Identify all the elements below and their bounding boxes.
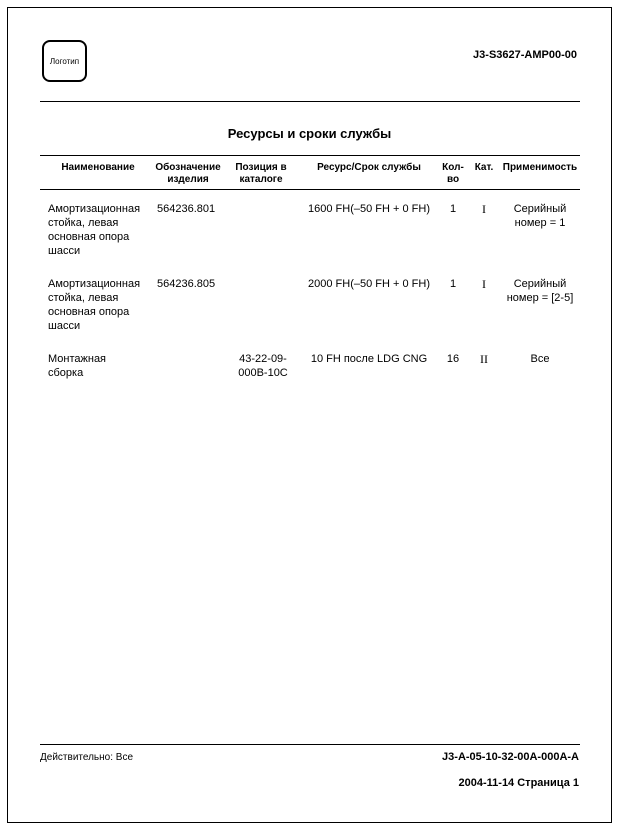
- row1-category: I: [482, 202, 486, 216]
- row1-resource: 1600 FH(–50 FH + 0 FH): [308, 203, 430, 215]
- row1-applicability: Серийный номер = 1: [513, 203, 567, 229]
- row2-category: I: [482, 277, 486, 291]
- table-top-rule: [40, 155, 580, 156]
- document-id: J3-S3627-AMP00-00: [473, 49, 577, 61]
- row3-category: II: [480, 352, 488, 366]
- row1-designation: 564236.801: [157, 203, 216, 215]
- column-header-resource: Ресурс/Срок службы: [317, 162, 421, 173]
- footer-date-page: 2004-11-14 Страница 1: [458, 777, 579, 789]
- table-header-rule: [40, 189, 580, 190]
- row1-name: Амортизационная стойка, левая основная опора шасси: [48, 203, 141, 257]
- logo-text: Логотип: [49, 56, 80, 66]
- row2-qty: 1: [449, 278, 457, 290]
- column-header-category: Кат.: [474, 162, 494, 173]
- column-header-applicability: Применимость: [502, 162, 578, 173]
- page-title: Ресурсы и сроки службы: [227, 126, 392, 141]
- column-header-name: Наименование: [61, 162, 135, 173]
- row2-designation: 564236.805: [157, 278, 216, 290]
- column-header-qty: Кол-во: [442, 162, 464, 185]
- row3-qty: 16: [446, 353, 460, 365]
- column-header-catalog: Позиция в каталоге: [235, 162, 287, 185]
- row3-name: Монтажная сборка: [48, 353, 107, 379]
- row1-qty: 1: [449, 203, 457, 215]
- footer-doc-code: J3-A-05-10-32-00A-000A-A: [442, 751, 579, 763]
- row2-resource: 2000 FH(–50 FH + 0 FH): [308, 278, 430, 290]
- row2-name: Амортизационная стойка, левая основная опора шасси: [48, 278, 141, 332]
- row3-resource: 10 FH после LDG CNG: [310, 353, 428, 365]
- footer-validity: Действительно: Все: [40, 752, 134, 763]
- row3-catalog: 43-22-09-000B-10C: [238, 353, 288, 379]
- row2-applicability: Серийный номер = [2-5]: [506, 278, 574, 304]
- logo-placeholder: [42, 40, 87, 82]
- footer-divider: [40, 744, 580, 745]
- row3-applicability: Все: [530, 353, 550, 365]
- header-divider: [40, 101, 580, 102]
- column-header-designation: Обозначение изделия: [155, 162, 221, 185]
